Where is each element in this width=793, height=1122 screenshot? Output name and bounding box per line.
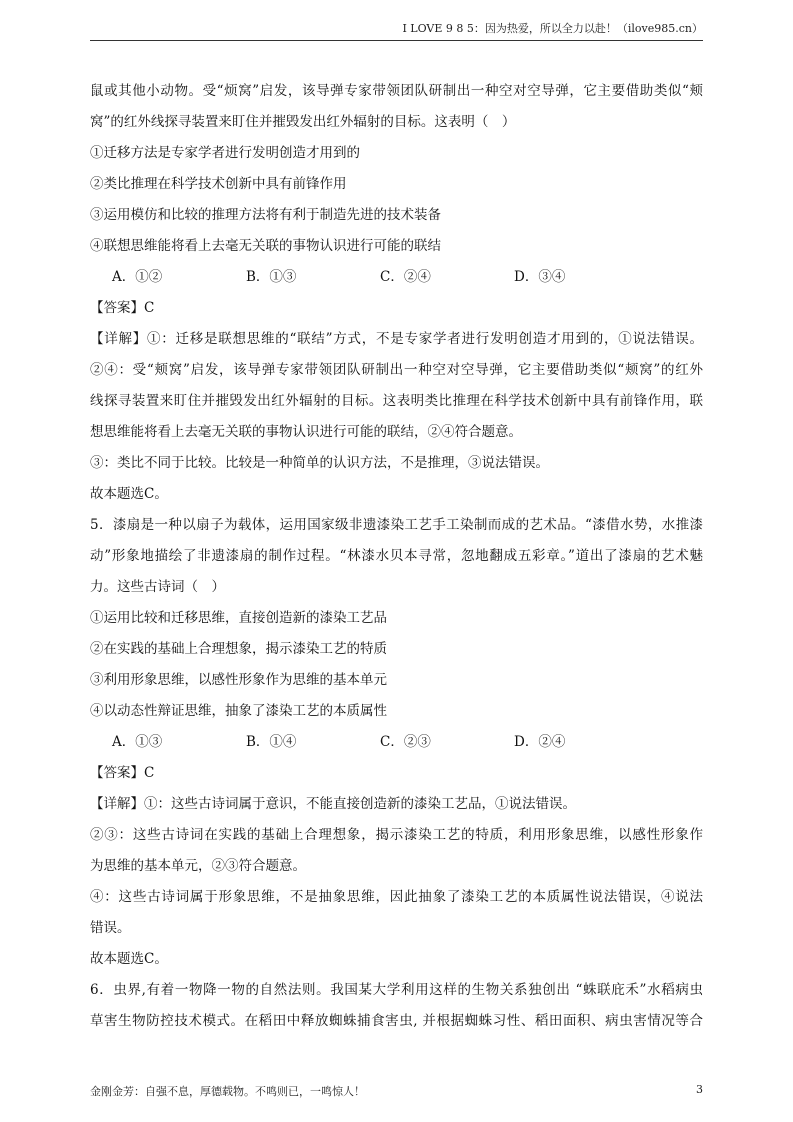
- text-line: 故本题选C。: [90, 951, 168, 967]
- answer-option: B．①③: [246, 269, 297, 285]
- text-line: 线探寻装置来盯住并摧毁发出红外辐射的目标。这表明类比推理在科学技术创新中具有前锋作用，联: [90, 393, 703, 409]
- text-line: 故本题选C。: [90, 486, 168, 502]
- text-line: 鼠或其他小动物。受“烦窝”启发，该导弹专家带领团队研制出一种空对空导弹，它主要借助类似“颊: [90, 83, 703, 99]
- answer-option: D．③④: [514, 269, 566, 285]
- text-line: ②在实践的基础上合理想象，揭示漆染工艺的特质: [90, 641, 387, 657]
- answer-options: [90, 727, 703, 758]
- text-line: 【答案】C: [90, 765, 155, 781]
- text-line: 力。这些古诗词（ ）: [90, 579, 225, 595]
- text-line: ③利用形象思维，以感性形象作为思维的基本单元: [90, 672, 387, 688]
- text-line: 为思维的基本单元，②③符合题意。: [90, 858, 306, 874]
- text-line: 想思维能将看上去毫无关联的事物认识进行可能的联结，②④符合题意。: [90, 424, 522, 440]
- text-line: 窝”的红外线探寻装置来盯住并摧毁发出红外辐射的目标。这表明（ ）: [90, 114, 516, 130]
- answer-option: C．②③: [380, 734, 431, 750]
- text-line: ①运用比较和迁移思维，直接创造新的漆染工艺品: [90, 610, 387, 626]
- answer-option: C．②④: [380, 269, 431, 285]
- answer-option: D．②④: [514, 734, 566, 750]
- header-text: I LOVE 9 8 5：因为热爱，所以全力以赴！（ilove985.cn）: [402, 22, 703, 35]
- answer-options: [90, 262, 703, 293]
- text-line: 草害生物防控技术模式。在稻田中释放蜘蛛捕食害虫, 并根据蜘蛛习性、稻田面积、病虫害情况等合: [90, 1013, 703, 1029]
- page-number: 3: [696, 1083, 703, 1096]
- text-line: ③运用模仿和比较的推理方法将有利于制造先进的技术装备: [90, 207, 441, 223]
- answer-option: A．①③: [112, 734, 163, 750]
- text-line: ④：这些古诗词属于形象思维，不是抽象思维，因此抽象了漆染工艺的本质属性说法错误，④说法: [90, 889, 703, 905]
- text-line: 5．漆扇是一种以扇子为载体，运用国家级非遗漆染工艺手工染制而成的艺术品。“漆借水势，水推漆: [90, 517, 703, 533]
- text-line: 错误。: [90, 920, 131, 936]
- text-line: ②类比推理在科学技术创新中具有前锋作用: [90, 176, 347, 192]
- document-body: [90, 76, 703, 1037]
- text-line: ③：类比不同于比较。比较是一种简单的认识方法，不是推理，③说法错误。: [90, 455, 549, 471]
- page-footer: [90, 1083, 703, 1099]
- text-line: 【详解】①：迁移是联想思维的“联结”方式，不是专家学者进行发明创造才用到的，①说法错误。: [90, 331, 703, 347]
- answer-option: B．①④: [246, 734, 297, 750]
- text-line: 【详解】①：这些古诗词属于意识，不能直接创造新的漆染工艺品，①说法错误。: [90, 796, 576, 812]
- text-line: ②④：受“颊窝”启发，该导弹专家带领团队研制出一种空对空导弹，它主要借助类似“颊窝”的红外: [90, 362, 703, 378]
- text-line: ②③：这些古诗词在实践的基础上合理想象，揭示漆染工艺的特质，利用形象思维，以感性形象作: [90, 827, 703, 843]
- text-line: ①迁移方法是专家学者进行发明创造才用到的: [90, 145, 360, 161]
- page-header: [90, 18, 703, 41]
- answer-option: A．①②: [112, 269, 163, 285]
- footer-motto: 金刚金芳：自强不息，厚德载物。不鸣则已，一鸣惊人！: [90, 1085, 365, 1098]
- text-line: 【答案】C: [90, 300, 155, 316]
- text-line: 动”形象地描绘了非遗漆扇的制作过程。“林漆水贝本寻常，忽地翻成五彩章。”道出了漆扇的艺术魅: [90, 548, 703, 564]
- text-line: ④以动态性辩证思维，抽象了漆染工艺的本质属性: [90, 703, 387, 719]
- text-line: ④联想思维能将看上去毫无关联的事物认识进行可能的联结: [90, 238, 441, 254]
- text-line: 6．虫界,有着一物降一物的自然法则。我国某大学利用这样的生物关系独创出 “蛛联庇禾”水稻病虫: [90, 982, 703, 998]
